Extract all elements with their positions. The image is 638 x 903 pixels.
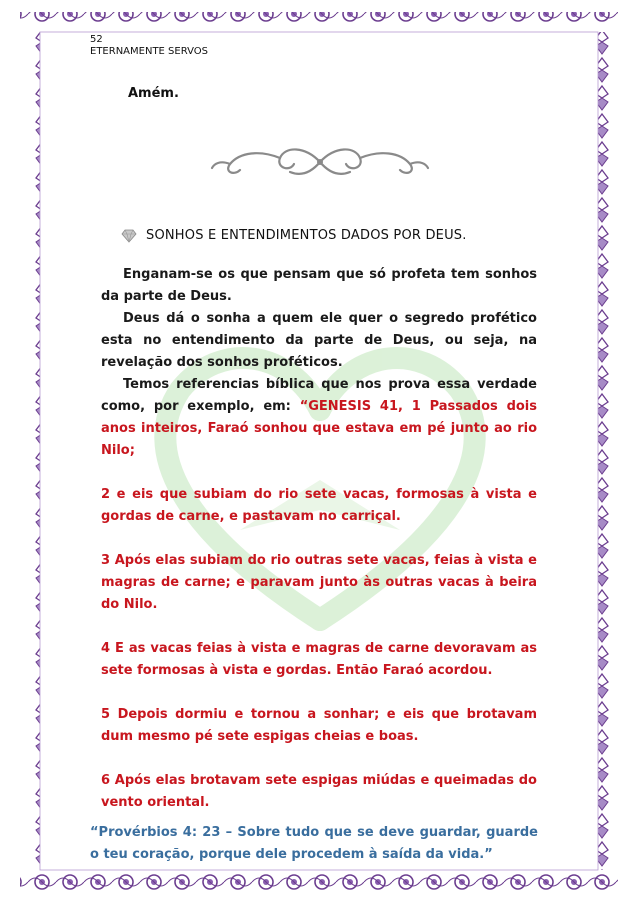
paragraph-1: Enganam-se os que pensam que só profeta tem sonhos da parte de Deus.: [101, 267, 537, 304]
page-number: 52: [90, 34, 103, 45]
section-title-text: SONHOS E ENTENDIMENTOS DADOS POR DEUS.: [146, 228, 467, 243]
paragraph-2: Deus dá o sonha a quem ele quer o segredo profético esta no entendimento da parte de Deus, ou seja, na revelação dos sonhos proféticos.: [101, 311, 537, 370]
paragraph-3-intro: Temos referencias bíblica que nos prova essa verdade como, por exemplo, em:: [101, 377, 537, 414]
footer-quote: “Provérbios 4: 23 – Sobre tudo que se deve guardar, guarde o teu coração, porque dele procedem à saída da vida.”: [90, 825, 538, 862]
running-title: ETERNAMENTE SERVOS: [90, 46, 208, 57]
ornamental-flourish: [210, 142, 430, 182]
genesis-verse-1: “GENESIS 41, 1 Passados dois anos inteiros, Faraó sonhou que estava em pé junto ao rio Nilo;: [101, 399, 538, 458]
genesis-verse-5: 5 Depois dormiu e tornou a sonhar; e eis que brotavam dum mesmo pé sete espigas cheias e boas.: [101, 707, 537, 744]
genesis-verse-4: 4 E as vacas feias à vista e magras de carne devoravam as sete formosas à vista e gordas. Então Faraó acordou.: [101, 641, 537, 678]
gem-icon: [120, 229, 138, 243]
genesis-verse-3: 3 Após elas subiam do rio outras sete vacas, feias à vista e magras de carne; e paravam junto às outras vacas à beira do Nilo.: [101, 553, 537, 612]
section-title: [120, 228, 467, 243]
closing-word: Amém.: [128, 86, 179, 101]
genesis-verse-6: 6 Após elas brotavam sete espigas miúdas e queimadas do vento oriental.: [101, 773, 537, 810]
genesis-verse-2: 2 e eis que subiam do rio sete vacas, formosas à vista e gordas de carne, e pastavam no carriçal.: [101, 487, 537, 524]
main-content: [101, 264, 537, 814]
paragraph-3: [101, 374, 537, 462]
